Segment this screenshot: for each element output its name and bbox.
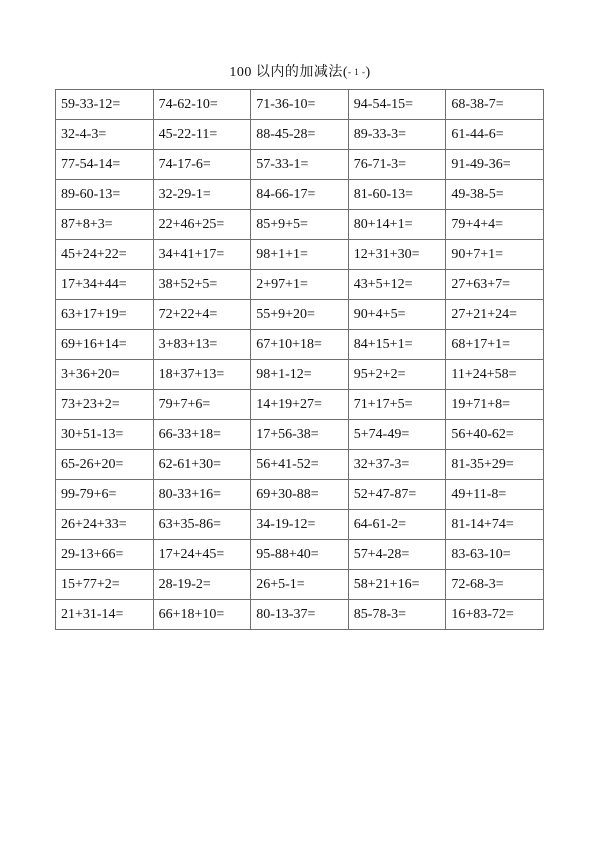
problem-row bbox=[56, 360, 544, 390]
problem-cell: 80-33+16= bbox=[153, 480, 251, 510]
problem-cell: 17+34+44= bbox=[56, 270, 154, 300]
problem-row bbox=[56, 330, 544, 360]
problem-cell: 89-60-13= bbox=[56, 180, 154, 210]
problem-cell: 89-33-3= bbox=[348, 120, 446, 150]
problem-cell: 85+9+5= bbox=[251, 210, 349, 240]
problem-row bbox=[56, 300, 544, 330]
problem-cell: 27+21+24= bbox=[446, 300, 544, 330]
problem-cell: 79+7+6= bbox=[153, 390, 251, 420]
exercise-table bbox=[55, 89, 544, 630]
problem-row bbox=[56, 540, 544, 570]
problem-row bbox=[56, 510, 544, 540]
problem-cell: 84+15+1= bbox=[348, 330, 446, 360]
problem-cell: 11+24+58= bbox=[446, 360, 544, 390]
problem-cell: 38+52+5= bbox=[153, 270, 251, 300]
problem-cell: 45-22-11= bbox=[153, 120, 251, 150]
problem-cell: 81-14+74= bbox=[446, 510, 544, 540]
problem-cell: 57-33-1= bbox=[251, 150, 349, 180]
problem-cell: 68-38-7= bbox=[446, 90, 544, 120]
problem-cell: 95-88+40= bbox=[251, 540, 349, 570]
exercise-table-body bbox=[56, 90, 544, 630]
problem-cell: 19+71+8= bbox=[446, 390, 544, 420]
problem-cell: 29-13+66= bbox=[56, 540, 154, 570]
problem-cell: 32+37-3= bbox=[348, 450, 446, 480]
problem-cell: 72-68-3= bbox=[446, 570, 544, 600]
problem-cell: 63+17+19= bbox=[56, 300, 154, 330]
problem-cell: 58+21+16= bbox=[348, 570, 446, 600]
problem-cell: 71-36-10= bbox=[251, 90, 349, 120]
problem-cell: 15+77+2= bbox=[56, 570, 154, 600]
problem-cell: 84-66-17= bbox=[251, 180, 349, 210]
problem-cell: 94-54-15= bbox=[348, 90, 446, 120]
title-close-paren: ) bbox=[365, 65, 371, 80]
problem-cell: 3+36+20= bbox=[56, 360, 154, 390]
problem-cell: 98+1-12= bbox=[251, 360, 349, 390]
problem-cell: 57+4-28= bbox=[348, 540, 446, 570]
problem-cell: 63+35-86= bbox=[153, 510, 251, 540]
problem-cell: 30+51-13= bbox=[56, 420, 154, 450]
problem-row bbox=[56, 210, 544, 240]
problem-cell: 67+10+18= bbox=[251, 330, 349, 360]
problem-row bbox=[56, 120, 544, 150]
problem-cell: 18+37+13= bbox=[153, 360, 251, 390]
problem-row bbox=[56, 270, 544, 300]
problem-cell: 55+9+20= bbox=[251, 300, 349, 330]
problem-cell: 87+8+3= bbox=[56, 210, 154, 240]
problem-row bbox=[56, 240, 544, 270]
problem-cell: 17+24+45= bbox=[153, 540, 251, 570]
problem-row bbox=[56, 450, 544, 480]
problem-cell: 65-26+20= bbox=[56, 450, 154, 480]
problem-cell: 77-54-14= bbox=[56, 150, 154, 180]
problem-cell: 85-78-3= bbox=[348, 600, 446, 630]
problem-cell: 72+22+4= bbox=[153, 300, 251, 330]
problem-cell: 90+7+1= bbox=[446, 240, 544, 270]
problem-cell: 49+11-8= bbox=[446, 480, 544, 510]
problem-row bbox=[56, 480, 544, 510]
title-text: 100 以内的加减法( bbox=[229, 65, 348, 80]
problem-row bbox=[56, 600, 544, 630]
problem-cell: 81-35+29= bbox=[446, 450, 544, 480]
problem-row bbox=[56, 570, 544, 600]
problem-cell: 16+83-72= bbox=[446, 600, 544, 630]
problem-cell: 99-79+6= bbox=[56, 480, 154, 510]
problem-cell: 69+30-88= bbox=[251, 480, 349, 510]
problem-cell: 62-61+30= bbox=[153, 450, 251, 480]
problem-cell: 56+41-52= bbox=[251, 450, 349, 480]
problem-cell: 66+18+10= bbox=[153, 600, 251, 630]
problem-cell: 88-45-28= bbox=[251, 120, 349, 150]
problem-row bbox=[56, 150, 544, 180]
problem-cell: 34+41+17= bbox=[153, 240, 251, 270]
problem-row bbox=[56, 390, 544, 420]
problem-cell: 81-60-13= bbox=[348, 180, 446, 210]
problem-cell: 76-71-3= bbox=[348, 150, 446, 180]
problem-cell: 49-38-5= bbox=[446, 180, 544, 210]
problem-cell: 26+5-1= bbox=[251, 570, 349, 600]
problem-cell: 32-4-3= bbox=[56, 120, 154, 150]
problem-cell: 79+4+4= bbox=[446, 210, 544, 240]
problem-cell: 71+17+5= bbox=[348, 390, 446, 420]
problem-cell: 73+23+2= bbox=[56, 390, 154, 420]
page-number: - 1 - bbox=[348, 67, 366, 77]
problem-cell: 80-13-37= bbox=[251, 600, 349, 630]
problem-cell: 59-33-12= bbox=[56, 90, 154, 120]
problem-cell: 17+56-38= bbox=[251, 420, 349, 450]
problem-cell: 14+19+27= bbox=[251, 390, 349, 420]
problem-cell: 12+31+30= bbox=[348, 240, 446, 270]
problem-row bbox=[56, 90, 544, 120]
problem-cell: 3+83+13= bbox=[153, 330, 251, 360]
problem-cell: 34-19-12= bbox=[251, 510, 349, 540]
problem-cell: 83-63-10= bbox=[446, 540, 544, 570]
problem-cell: 22+46+25= bbox=[153, 210, 251, 240]
problem-cell: 74-17-6= bbox=[153, 150, 251, 180]
problem-cell: 69+16+14= bbox=[56, 330, 154, 360]
problem-row bbox=[56, 420, 544, 450]
problem-cell: 68+17+1= bbox=[446, 330, 544, 360]
problem-cell: 56+40-62= bbox=[446, 420, 544, 450]
problem-cell: 66-33+18= bbox=[153, 420, 251, 450]
problem-cell: 32-29-1= bbox=[153, 180, 251, 210]
problem-cell: 5+74-49= bbox=[348, 420, 446, 450]
page-title bbox=[0, 63, 600, 82]
problem-cell: 21+31-14= bbox=[56, 600, 154, 630]
problem-cell: 91-49-36= bbox=[446, 150, 544, 180]
problem-cell: 61-44-6= bbox=[446, 120, 544, 150]
problem-cell: 2+97+1= bbox=[251, 270, 349, 300]
problem-cell: 52+47-87= bbox=[348, 480, 446, 510]
problem-cell: 80+14+1= bbox=[348, 210, 446, 240]
problem-cell: 27+63+7= bbox=[446, 270, 544, 300]
problem-cell: 26+24+33= bbox=[56, 510, 154, 540]
problem-cell: 64-61-2= bbox=[348, 510, 446, 540]
problem-row bbox=[56, 180, 544, 210]
problem-cell: 28-19-2= bbox=[153, 570, 251, 600]
problem-cell: 43+5+12= bbox=[348, 270, 446, 300]
problem-cell: 74-62-10= bbox=[153, 90, 251, 120]
problem-cell: 90+4+5= bbox=[348, 300, 446, 330]
problem-cell: 95+2+2= bbox=[348, 360, 446, 390]
problem-cell: 45+24+22= bbox=[56, 240, 154, 270]
problem-cell: 98+1+1= bbox=[251, 240, 349, 270]
